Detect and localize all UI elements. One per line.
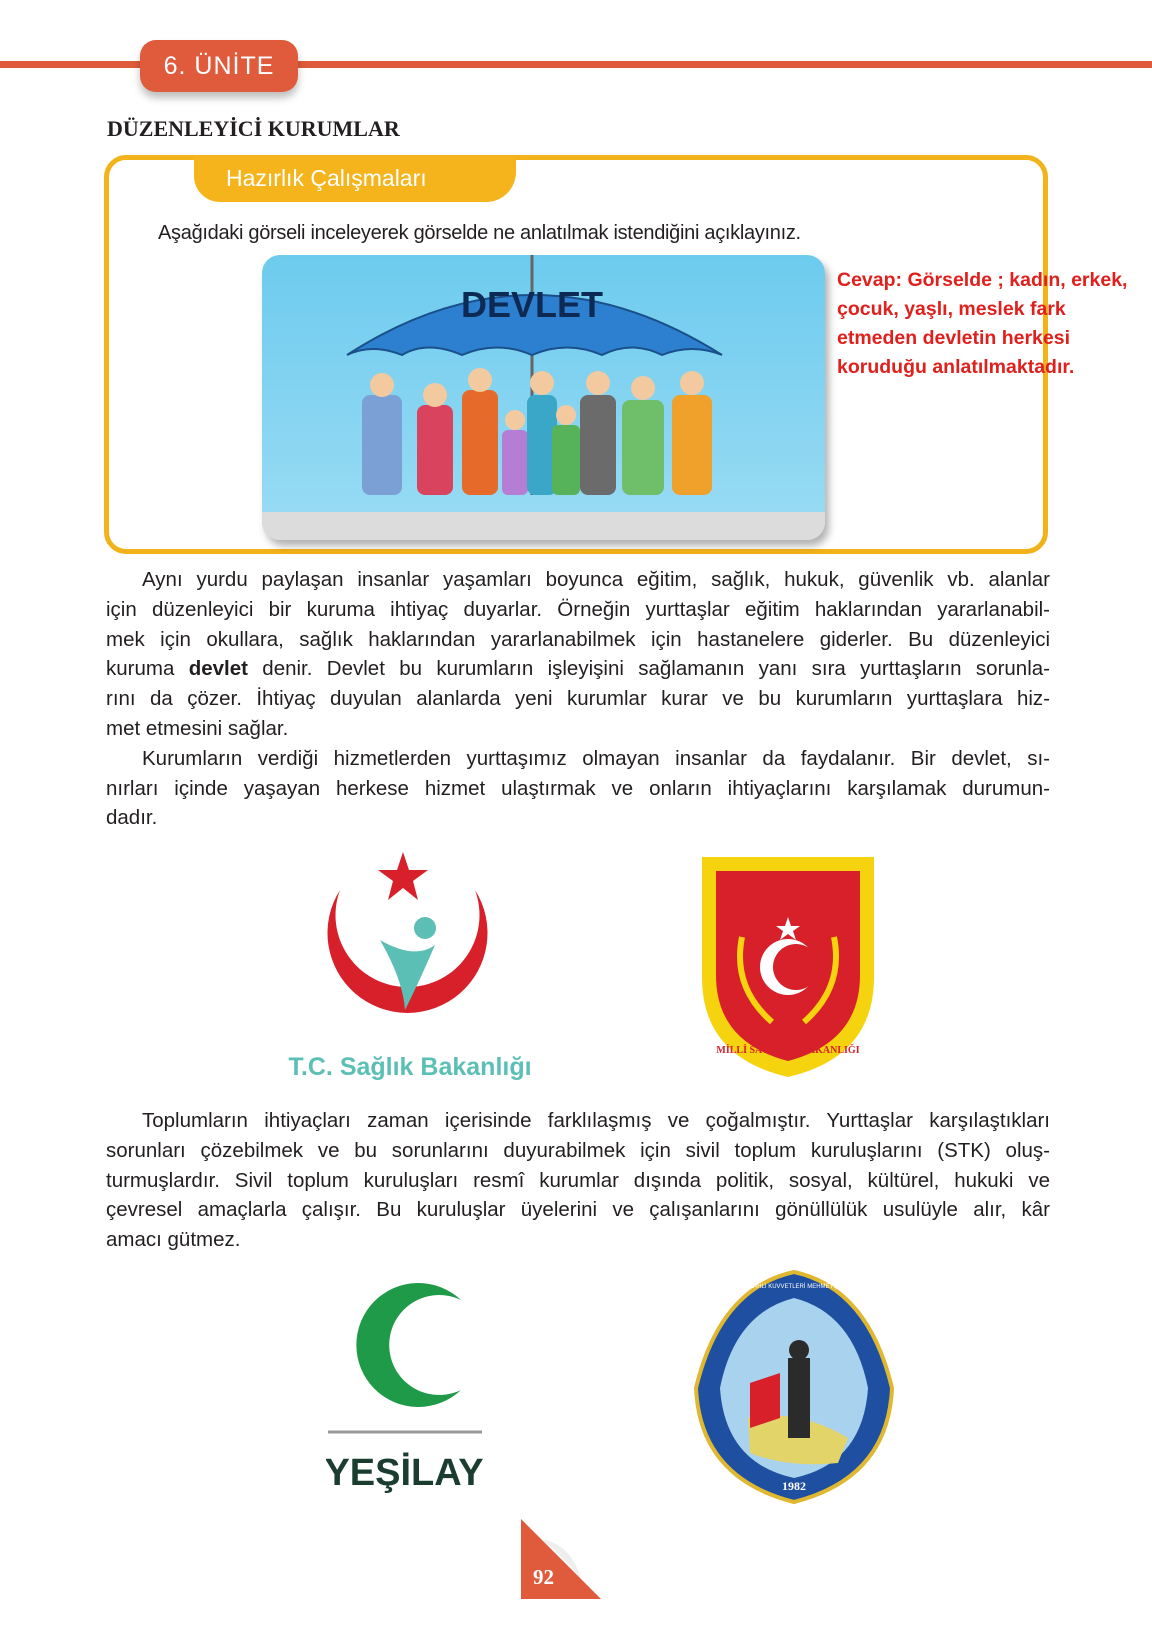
text: kuruma [106,657,189,681]
page-number-corner [521,1519,601,1599]
text-line: için düzenleyici bir kuruma ihtiyaç duyarlar. Örneğin yurttaşlar eğitim haklarından yararlanabil- [106,597,1050,621]
text-line: çevresel amaçlarla çalışır. Bu kuruluşlar üyelerini ve çalışanlarını gönüllülük usulüyle alır, kâr [106,1198,1050,1222]
people-group [362,368,712,495]
text-line: Toplumların ihtiyaçları zaman içerisinde farklılaşmış ve çoğalmıştır. Yurttaşlar karşılaştıkları [142,1109,1050,1132]
prep-prompt: Aşağıdaki görseli inceleyerek görselde ne anlatılmak istendiğini açıklayınız. [158,222,801,244]
mehmetcik-vakfi-logo [688,1268,900,1506]
answer-text [837,266,1152,382]
devlet-umbrella-illustration [262,255,825,540]
umbrella-label: DEVLET [460,284,604,325]
svg-text:1982: 1982 [782,1479,806,1493]
text-line: nırları içinde yaşayan herkese hizmet ulaştırmak ve onların ihtiyaçlarını karşılamak durumun- [106,776,1050,800]
msb-logo [702,857,874,1077]
answer-line: etmeden devletin herkesi [837,327,1071,349]
svg-text:T.C. Sağlık Bakanlığı: T.C. Sağlık Bakanlığı [288,1053,532,1081]
saglik-bakanligi-logo [285,850,535,1085]
answer-line: koruduğu anlatılmaktadır. [837,356,1075,378]
unit-badge: 6. ÜNİTE [140,40,298,92]
text-line: dadır. [106,806,158,830]
text-line: mek için okullara, sağlık haklarından yararlanabilmek için hastanelere giderler. Bu düzenleyici [106,627,1050,651]
prep-tab: Hazırlık Çalışmaları [194,155,516,202]
answer-line: Cevap: Görselde ; kadın, erkek, [837,269,1128,291]
yesilay-logo [326,1270,486,1500]
text-line: met etmesini sağlar. [106,716,289,740]
page-title: DÜZENLEYİCİ KURUMLAR [107,116,400,141]
paragraph-devlet [106,565,1050,833]
text-line: sorunları çözebilmek ve bu sorunlarını duyurabilmek için sivil toplum kuruluşlarını (STK) oluş- [106,1138,1050,1162]
page-number: 92 [533,1565,554,1589]
svg-text:TÜRK SİLAHLI KUVVETLERİ MEHMET: TÜRK SİLAHLI KUVVETLERİ MEHMETÇİK VAKFI [726,1284,862,1290]
svg-text:MİLLİ SAVUNMA BAKANLIĞI: MİLLİ SAVUNMA BAKANLIĞI [716,1045,860,1056]
paragraph-stk [106,1106,1050,1255]
keyword-devlet: devlet [188,657,248,681]
text-line: Kurumların verdiği hizmetlerden yurttaşımız olmayan insanlar da faydalanır. Bir devlet, sı- [142,746,1050,770]
answer-line: çocuk, yaşlı, meslek fark [837,298,1066,320]
text: denir. Devlet bu kurumların işleyişini sağlamanın yanı sıra yurttaşların sorunla- [247,657,1050,681]
text-line [106,654,1050,684]
text-line: Aynı yurdu paylaşan insanlar yaşamları boyunca eğitim, sağlık, hukuk, güvenlik vb. alanlar [142,568,1050,591]
text-line: rını da çözer. İhtiyaç duyulan alanlarda yeni kurumlar kurar ve bu kurumların yurttaşlara hiz- [106,687,1050,711]
text-line: amacı gütmez. [106,1228,241,1252]
svg-text:YEŞİLAY: YEŞİLAY [326,1452,484,1494]
text-line: turmuşlardır. Sivil toplum kuruluşları resmî kurumlar dışında politik, sosyal, kültürel, hukuki ve [106,1168,1050,1192]
